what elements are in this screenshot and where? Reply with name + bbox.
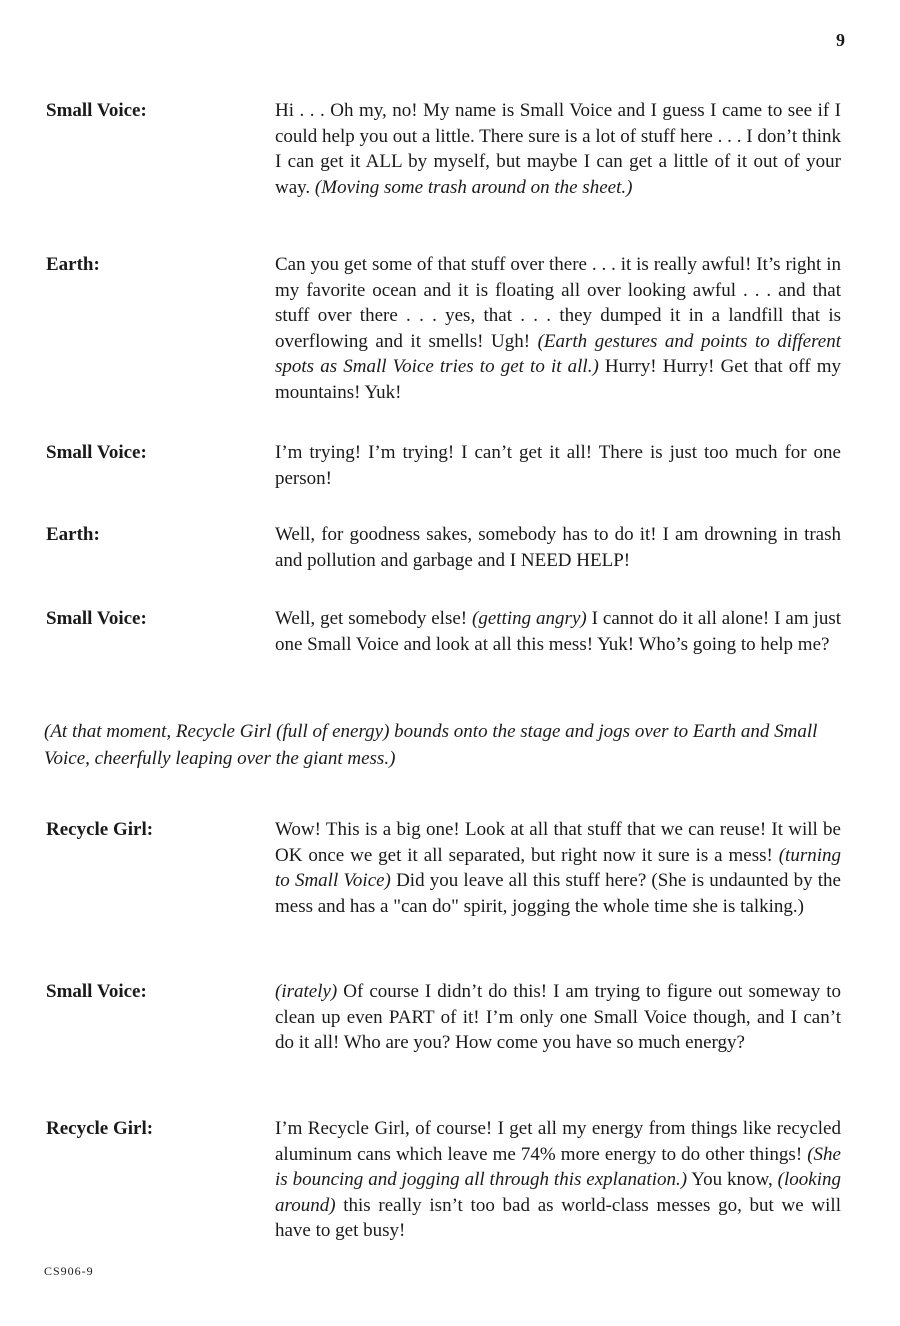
line-text: Wow! This is a big one! Look at all that stuff that we can reuse! It will be OK once we get it all separated, but right now it sure is a mess!	[275, 819, 841, 866]
speaker-name: Earth:	[46, 524, 100, 545]
line-text: Well, get somebody else!	[275, 608, 473, 629]
speaker-name: Recycle Girl:	[46, 1118, 154, 1139]
dialogue-line	[275, 440, 841, 491]
speaker-name: Small Voice:	[46, 981, 147, 1002]
line-text: Can you get some of that stuff over there . . . it is really awful! It’s right in my favorite ocean and it is floating all over looking awful . . . and that stuff over there . . . yes, that . . . they dumped it in a landfill that is overflowing and it smells! Ugh!	[275, 254, 841, 352]
stage-note: (getting angry)	[472, 608, 587, 629]
stage-note: (Moving some trash around on the sheet.)	[314, 176, 633, 198]
line-text: You know,	[687, 1169, 778, 1190]
stage-note: (Earth gestures and points to different spots as Small Voice tries to get to it all.)	[275, 330, 841, 377]
line-text: Did you leave all this stuff here? (She is undaunted by the mess and has a "can do" spirit, jogging the whole time she is talking.)	[275, 870, 841, 917]
dialogue-line	[275, 98, 841, 200]
line-text: Well, for goodness sakes, somebody has to do it! I am drowning in trash and pollution and garbage and I NEED HELP!	[275, 524, 841, 571]
stage-note: (She is bouncing and jogging all through this explanation.)	[275, 1143, 841, 1190]
dialogue-line	[275, 817, 841, 919]
line-text: I cannot do it all alone! I am just one Small Voice and look at all this mess! Yuk! Who’s going to help me?	[275, 608, 841, 655]
speaker-name: Earth:	[46, 254, 100, 275]
stage-note: (irately)	[275, 981, 338, 1002]
line-text: Hi . . . Oh my, no! My name is Small Voice and I guess I came to see if I could help you out a little. There sure is a lot of stuff here . . . I don’t think I can get it ALL by myself, but maybe I can get a little of it out of your way.	[275, 100, 841, 198]
speaker-name: Small Voice:	[46, 608, 147, 629]
dialogue-line	[275, 522, 841, 573]
line-text: this really isn’t too bad as world-class messes go, but we will have to get busy!	[275, 1194, 841, 1241]
stage-direction: (At that moment, Recycle Girl (full of energy) bounds onto the stage and jogs over to Earth and Small Voice, cheerfully leaping over the giant mess.)	[44, 721, 818, 769]
footer-code: CS906-9	[44, 1264, 94, 1278]
speaker-name: Small Voice:	[46, 442, 147, 463]
line-text: Hurry! Hurry! Get that off my mountains! Yuk!	[275, 356, 841, 403]
line-text: I’m trying! I’m trying! I can’t get it all! There is just too much for one person!	[275, 442, 841, 489]
stage-note: (looking around)	[275, 1169, 841, 1216]
page-number: 9	[836, 30, 845, 50]
line-text: Of course I didn’t do this! I am trying to figure out someway to clean up even PART of it! I’m only one Small Voice though, and I can’t do it all! Who are you? How come you have so much energy?	[275, 981, 841, 1053]
speaker-name: Small Voice:	[46, 100, 147, 121]
dialogue-line	[275, 252, 841, 405]
stage-note: (turning to Small Voice)	[275, 844, 841, 891]
dialogue-line	[275, 979, 841, 1056]
dialogue-line	[275, 606, 841, 657]
speaker-name: Recycle Girl:	[46, 819, 154, 840]
line-text: I’m Recycle Girl, of course! I get all my energy from things like recycled aluminum cans which leave me 74% more energy to do other things!	[275, 1118, 841, 1165]
dialogue-line	[275, 1116, 841, 1244]
